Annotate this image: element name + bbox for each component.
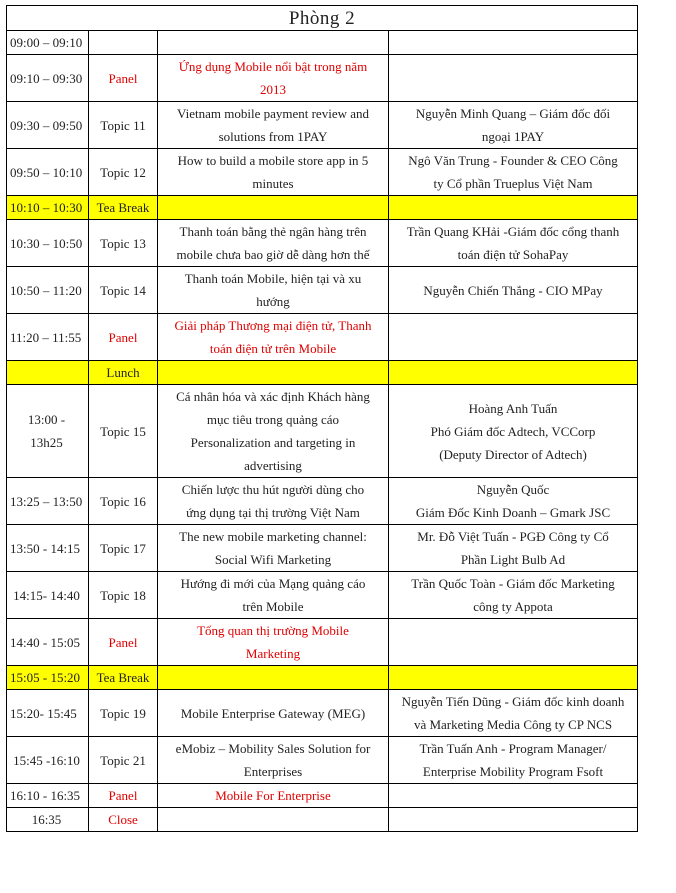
session-type-cell: Tea Break <box>89 666 158 690</box>
session-title-cell: Giải pháp Thương mại điện tử, Thanh toán điện tử trên Mobile <box>158 314 389 361</box>
session-title-cell: Chiến lược thu hút người dùng cho ứng dụng tại thị trường Việt Nam <box>158 478 389 525</box>
speaker-cell: Nguyễn Tiến Dũng - Giám đốc kinh doanh và Marketing Media Công ty CP NCS <box>389 690 638 737</box>
schedule-row <box>7 619 638 666</box>
speaker-cell: Ngô Văn Trung - Founder & CEO Công ty Cổ phần Trueplus Việt Nam <box>389 149 638 196</box>
session-type-cell: Topic 14 <box>89 267 158 314</box>
room-title: Phòng 2 <box>7 6 638 31</box>
session-type-cell: Topic 15 <box>89 385 158 478</box>
session-type-cell: Topic 17 <box>89 525 158 572</box>
session-title-cell <box>158 31 389 55</box>
time-cell: 14:40 - 15:05 <box>7 619 89 666</box>
session-type-cell: Tea Break <box>89 196 158 220</box>
time-cell: 13:25 – 13:50 <box>7 478 89 525</box>
speaker-cell: Hoàng Anh Tuấn Phó Giám đốc Adtech, VCCorp (Deputy Director of Adtech) <box>389 385 638 478</box>
session-title-cell: Thanh toán bằng thẻ ngân hàng trên mobile chưa bao giờ dễ dàng hơn thế <box>158 220 389 267</box>
session-title-cell: Mobile For Enterprise <box>158 784 389 808</box>
session-title-cell <box>158 361 389 385</box>
schedule-row <box>7 808 638 832</box>
time-cell: 09:30 – 09:50 <box>7 102 89 149</box>
session-title-cell: eMobiz – Mobility Sales Solution for Enterprises <box>158 737 389 784</box>
session-title-cell: How to build a mobile store app in 5 minutes <box>158 149 389 196</box>
session-title-cell: Thanh toán Mobile, hiện tại và xu hướng <box>158 267 389 314</box>
time-cell: 13:50 - 14:15 <box>7 525 89 572</box>
time-cell: 16:10 - 16:35 <box>7 784 89 808</box>
schedule-row <box>7 572 638 619</box>
session-type-cell <box>89 31 158 55</box>
schedule-row <box>7 314 638 361</box>
schedule-table <box>6 5 638 832</box>
speaker-cell: Trần Quốc Toàn - Giám đốc Marketing công ty Appota <box>389 572 638 619</box>
time-cell: 10:10 – 10:30 <box>7 196 89 220</box>
time-cell: 15:05 - 15:20 <box>7 666 89 690</box>
session-type-cell: Panel <box>89 55 158 102</box>
speaker-cell <box>389 314 638 361</box>
schedule-row <box>7 220 638 267</box>
speaker-cell: Trần Quang KHải -Giám đốc cổng thanh toán điện tử SohaPay <box>389 220 638 267</box>
session-type-cell: Panel <box>89 314 158 361</box>
speaker-cell: Mr. Đỗ Việt Tuấn - PGĐ Công ty Cổ Phần Light Bulb Ad <box>389 525 638 572</box>
session-title-cell: Cá nhân hóa và xác định Khách hàng mục tiêu trong quảng cáo Personalization and targeting in advertising <box>158 385 389 478</box>
session-title-cell: Ứng dụng Mobile nổi bật trong năm 2013 <box>158 55 389 102</box>
schedule-row <box>7 690 638 737</box>
schedule-row <box>7 361 638 385</box>
speaker-cell <box>389 361 638 385</box>
speaker-cell <box>389 55 638 102</box>
time-cell: 14:15- 14:40 <box>7 572 89 619</box>
speaker-cell <box>389 784 638 808</box>
session-type-cell: Topic 19 <box>89 690 158 737</box>
session-title-cell: Vietnam mobile payment review and solutions from 1PAY <box>158 102 389 149</box>
session-type-cell: Topic 18 <box>89 572 158 619</box>
session-type-cell: Topic 13 <box>89 220 158 267</box>
session-title-cell: The new mobile marketing channel: Social Wifi Marketing <box>158 525 389 572</box>
session-type-cell: Topic 21 <box>89 737 158 784</box>
session-title-cell <box>158 196 389 220</box>
time-cell: 13:00 - 13h25 <box>7 385 89 478</box>
session-type-cell: Topic 12 <box>89 149 158 196</box>
schedule-row <box>7 31 638 55</box>
time-cell <box>7 361 89 385</box>
time-cell: 09:00 – 09:10 <box>7 31 89 55</box>
time-cell: 15:20- 15:45 <box>7 690 89 737</box>
speaker-cell: Nguyễn Minh Quang – Giám đốc đối ngoại 1PAY <box>389 102 638 149</box>
session-type-cell: Panel <box>89 619 158 666</box>
time-cell: 11:20 – 11:55 <box>7 314 89 361</box>
schedule-row <box>7 385 638 478</box>
schedule-row <box>7 102 638 149</box>
time-cell: 15:45 -16:10 <box>7 737 89 784</box>
schedule-row <box>7 666 638 690</box>
schedule-row <box>7 478 638 525</box>
schedule-row <box>7 784 638 808</box>
speaker-cell: Trần Tuấn Anh - Program Manager/ Enterprise Mobility Program Fsoft <box>389 737 638 784</box>
time-cell: 16:35 <box>7 808 89 832</box>
session-type-cell: Lunch <box>89 361 158 385</box>
speaker-cell <box>389 666 638 690</box>
speaker-cell <box>389 196 638 220</box>
session-title-cell <box>158 808 389 832</box>
session-type-cell: Topic 11 <box>89 102 158 149</box>
speaker-cell <box>389 619 638 666</box>
session-title-cell: Mobile Enterprise Gateway (MEG) <box>158 690 389 737</box>
schedule-row <box>7 525 638 572</box>
session-title-cell: Hướng đi mới của Mạng quảng cáo trên Mobile <box>158 572 389 619</box>
session-title-cell <box>158 666 389 690</box>
speaker-cell: Nguyễn Quốc Giám Đốc Kinh Doanh – Gmark JSC <box>389 478 638 525</box>
session-title-cell: Tổng quan thị trường Mobile Marketing <box>158 619 389 666</box>
time-cell: 10:50 – 11:20 <box>7 267 89 314</box>
time-cell: 09:50 – 10:10 <box>7 149 89 196</box>
schedule-row <box>7 267 638 314</box>
session-type-cell: Topic 16 <box>89 478 158 525</box>
session-type-cell: Close <box>89 808 158 832</box>
session-type-cell: Panel <box>89 784 158 808</box>
schedule-row <box>7 55 638 102</box>
time-cell: 09:10 – 09:30 <box>7 55 89 102</box>
time-cell: 10:30 – 10:50 <box>7 220 89 267</box>
room-header-row <box>7 6 638 31</box>
schedule-row <box>7 737 638 784</box>
schedule-row <box>7 149 638 196</box>
speaker-cell <box>389 31 638 55</box>
schedule-row <box>7 196 638 220</box>
speaker-cell: Nguyễn Chiến Thắng - CIO MPay <box>389 267 638 314</box>
speaker-cell <box>389 808 638 832</box>
